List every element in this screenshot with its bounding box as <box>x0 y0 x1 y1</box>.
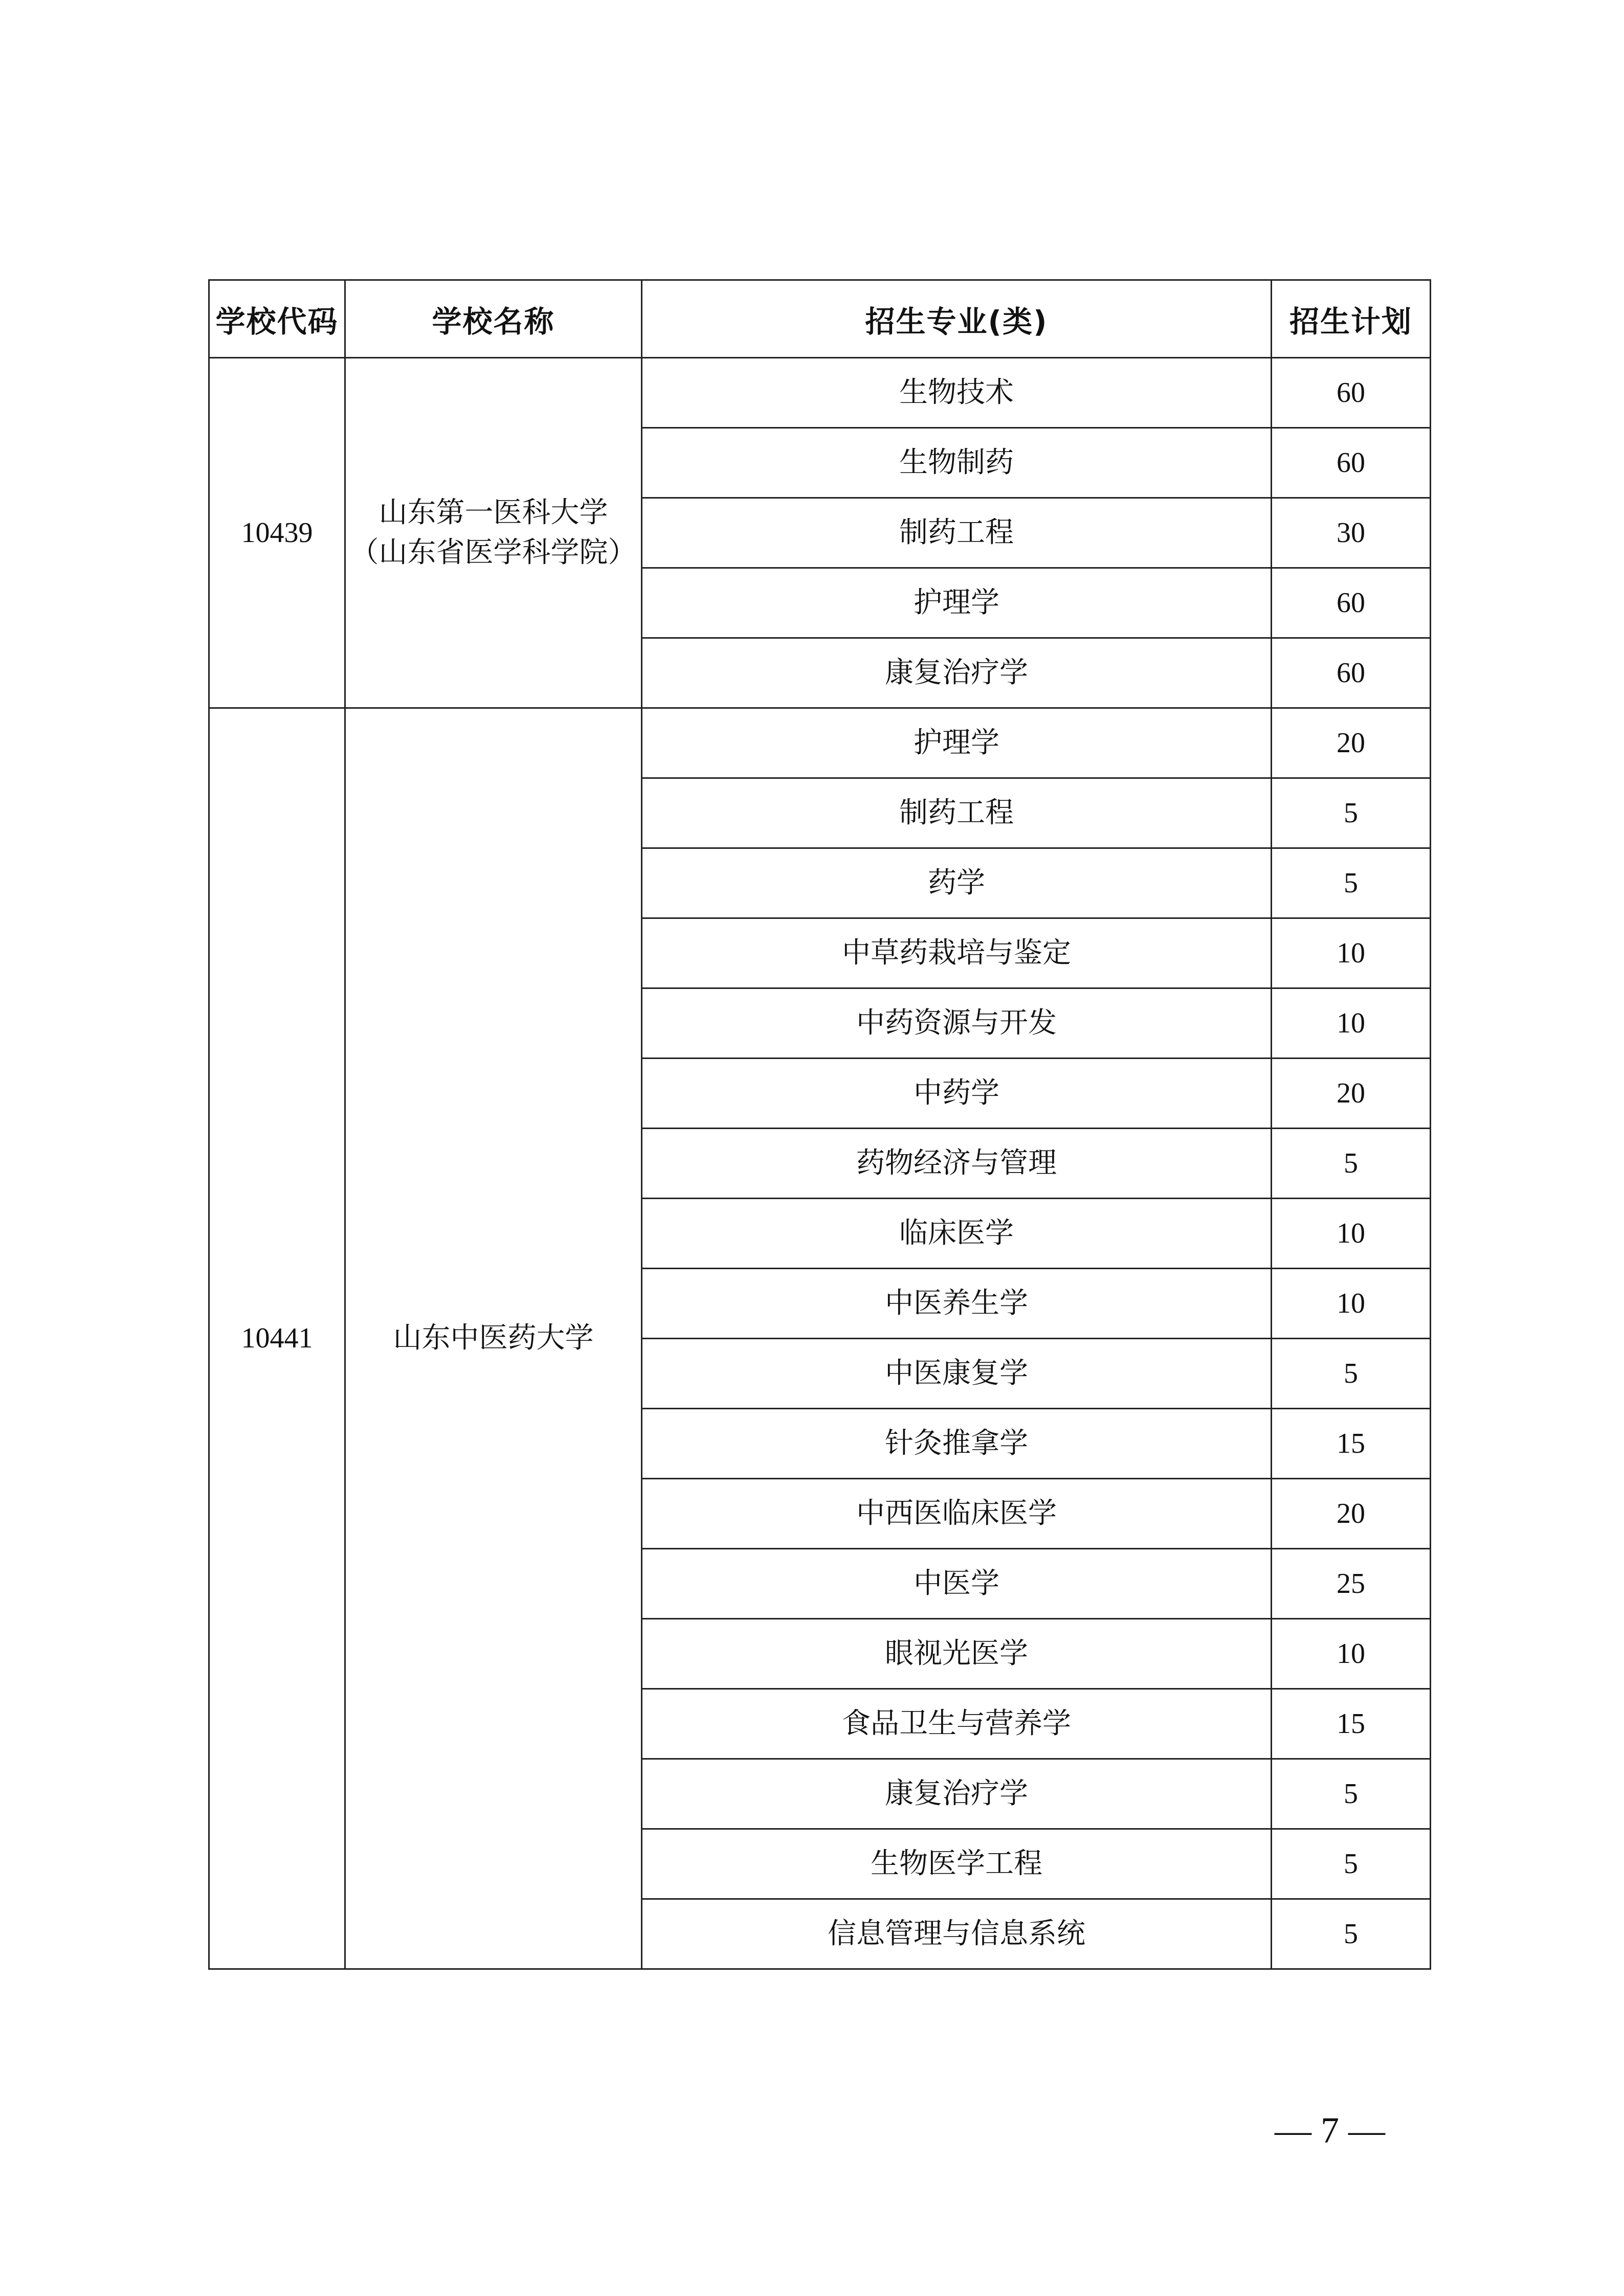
major-cell: 食品卫生与营养学 <box>642 1689 1272 1759</box>
enrollment-plan-table <box>208 279 1431 1970</box>
header-school-code: 学校代码 <box>209 280 345 358</box>
major-cell: 生物医学工程 <box>642 1829 1272 1899</box>
plan-count-cell: 25 <box>1272 1549 1431 1619</box>
major-cell: 中药资源与开发 <box>642 988 1272 1059</box>
plan-count-cell: 10 <box>1272 1199 1431 1269</box>
major-cell: 信息管理与信息系统 <box>642 1899 1272 1969</box>
major-cell: 制药工程 <box>642 498 1272 568</box>
plan-count-cell: 10 <box>1272 918 1431 988</box>
major-cell: 康复治疗学 <box>642 638 1272 708</box>
major-cell: 针灸推拿学 <box>642 1409 1272 1479</box>
school-name-line: 山东中医药大学 <box>393 1321 594 1355</box>
school-name-subline: （山东省医学科学院） <box>350 536 637 569</box>
plan-count-cell: 15 <box>1272 1689 1431 1759</box>
plan-count-cell: 60 <box>1272 428 1431 498</box>
major-cell: 生物技术 <box>642 358 1272 428</box>
plan-count-cell: 20 <box>1272 708 1431 778</box>
major-cell: 药学 <box>642 848 1272 918</box>
plan-count-cell: 5 <box>1272 1829 1431 1899</box>
major-cell: 眼视光医学 <box>642 1619 1272 1689</box>
major-cell: 中西医临床医学 <box>642 1479 1272 1549</box>
plan-count-cell: 60 <box>1272 568 1431 638</box>
header-school-name: 学校名称 <box>345 280 642 358</box>
school-code-cell: 10439 <box>209 358 345 708</box>
table-row <box>209 358 1431 428</box>
plan-count-cell: 60 <box>1272 638 1431 708</box>
plan-count-cell: 5 <box>1272 1759 1431 1829</box>
major-cell: 护理学 <box>642 708 1272 778</box>
school-name-cell <box>345 708 642 1969</box>
plan-count-cell: 20 <box>1272 1479 1431 1549</box>
school-name-line: 山东第一医科大学 <box>379 496 608 529</box>
school-name-cell <box>345 358 642 708</box>
major-cell: 生物制药 <box>642 428 1272 498</box>
major-cell: 中草药栽培与鉴定 <box>642 918 1272 988</box>
major-cell: 药物经济与管理 <box>642 1129 1272 1199</box>
plan-count-cell: 5 <box>1272 778 1431 848</box>
plan-count-cell: 5 <box>1272 1339 1431 1409</box>
plan-count-cell: 10 <box>1272 988 1431 1059</box>
plan-count-cell: 10 <box>1272 1269 1431 1339</box>
plan-count-cell: 20 <box>1272 1059 1431 1129</box>
major-cell: 康复治疗学 <box>642 1759 1272 1829</box>
plan-count-cell: 5 <box>1272 1899 1431 1969</box>
major-cell: 中医学 <box>642 1549 1272 1619</box>
header-major: 招生专业(类) <box>642 280 1272 358</box>
plan-count-cell: 30 <box>1272 498 1431 568</box>
school-code-cell: 10441 <box>209 708 345 1969</box>
plan-count-cell: 15 <box>1272 1409 1431 1479</box>
major-cell: 临床医学 <box>642 1199 1272 1269</box>
plan-count-cell: 60 <box>1272 358 1431 428</box>
major-cell: 制药工程 <box>642 778 1272 848</box>
major-cell: 中药学 <box>642 1059 1272 1129</box>
plan-count-cell: 5 <box>1272 1129 1431 1199</box>
header-enrollment-plan: 招生计划 <box>1272 280 1431 358</box>
table-body <box>209 358 1431 1969</box>
major-cell: 护理学 <box>642 568 1272 638</box>
major-cell: 中医养生学 <box>642 1269 1272 1339</box>
plan-count-cell: 10 <box>1272 1619 1431 1689</box>
plan-count-cell: 5 <box>1272 848 1431 918</box>
table-row <box>209 708 1431 778</box>
major-cell: 中医康复学 <box>642 1339 1272 1409</box>
table-header-row <box>209 280 1431 358</box>
page-number: — 7 — <box>1275 2110 1385 2151</box>
